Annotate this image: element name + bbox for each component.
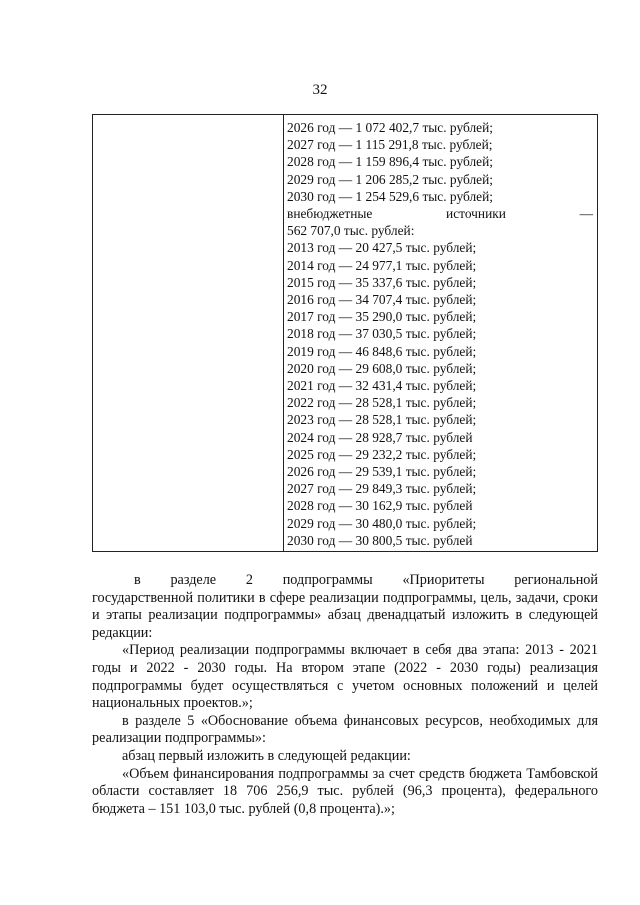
funding-line: 2030 год — 30 800,5 тыс. рублей <box>287 532 473 548</box>
funding-line: 2030 год — 1 254 529,6 тыс. рублей; <box>287 188 493 204</box>
funding-line: 2025 год — 29 232,2 тыс. рублей; <box>287 446 477 462</box>
funding-cell <box>287 119 593 549</box>
funding-line: 2026 год — 29 539,1 тыс. рублей; <box>287 464 477 480</box>
funding-line: 2028 год — 1 159 896,4 тыс. рублей; <box>287 154 493 170</box>
funding-line: 2019 год — 46 848,6 тыс. рублей; <box>287 343 477 359</box>
extra-sources-word: внебюджетные <box>287 206 373 222</box>
funding-line: 2029 год — 30 480,0 тыс. рублей; <box>287 515 477 531</box>
funding-line: 2016 год — 34 707,4 тыс. рублей; <box>287 292 477 308</box>
funding-line: 2014 год — 24 977,1 тыс. рублей; <box>287 257 477 273</box>
paragraph-section2-first-line: в разделе 2 подпрограммы «Приоритеты региональной <box>134 572 598 588</box>
document-body <box>92 572 598 818</box>
funding-line: 2021 год — 32 431,4 тыс. рублей; <box>287 378 477 394</box>
funding-line: 2028 год — 30 162,9 тыс. рублей <box>287 498 473 514</box>
funding-line: 2026 год — 1 072 402,7 тыс. рублей; <box>287 120 493 135</box>
extra-sources-dash: — <box>579 206 593 222</box>
funding-line: 2015 год — 35 337,6 тыс. рублей; <box>287 274 477 290</box>
funding-line: 2020 год — 29 608,0 тыс. рублей; <box>287 360 477 376</box>
funding-line: 2023 год — 28 528,1 тыс. рублей; <box>287 412 477 428</box>
paragraph-period: «Период реализации подпрограммы включает в себя два этапа: 2013 - 2021 годы и 2022 - 2030 годы. На втором этапе (2022 - 2030 годы) реализация подпрограммы будет осуществляться с учетом основных положений и целей национальных проектов.»; <box>92 642 598 712</box>
funding-line: 2027 год — 29 849,3 тыс. рублей; <box>287 481 477 497</box>
paragraph-section2-rest: государственной политики в сфере реализации подпрограммы, цель, задачи, сроки и этапы реализации подпрограммы» абзац двенадцатый изложить в следующей редакции: <box>92 589 598 641</box>
funding-line: 2017 год — 35 290,0 тыс. рублей; <box>287 309 477 325</box>
funding-line: 2013 год — 20 427,5 тыс. рублей; <box>287 240 477 256</box>
paragraph-section5: в разделе 5 «Обоснование объема финансовых ресурсов, необходимых для реализации подпрограммы»: <box>92 712 598 747</box>
funding-table <box>92 114 598 552</box>
funding-line: 2027 год — 1 115 291,8 тыс. рублей; <box>287 137 493 153</box>
table-column-divider <box>283 115 284 551</box>
funding-line: 2022 год — 28 528,1 тыс. рублей; <box>287 395 477 411</box>
funding-line: 2018 год — 37 030,5 тыс. рублей; <box>287 326 477 342</box>
paragraph-instruction: абзац первый изложить в следующей редакции: <box>122 747 411 764</box>
page-number: 32 <box>312 82 328 98</box>
extra-sources-word: источники <box>446 206 506 222</box>
funding-line: 2024 год — 28 928,7 тыс. рублей <box>287 429 473 445</box>
paragraph-financing: «Объем финансирования подпрограммы за счет средств бюджета Тамбовской области составляет 18 706 256,9 тыс. рублей (96,3 процента), федерального бюджета – 151 103,0 тыс. рублей (0,8 процента).»; <box>92 765 598 817</box>
funding-line: 2029 год — 1 206 285,2 тыс. рублей; <box>287 171 493 187</box>
extra-sources-line <box>287 205 593 222</box>
extra-sources-amount: 562 707,0 тыс. рублей: <box>287 223 415 239</box>
